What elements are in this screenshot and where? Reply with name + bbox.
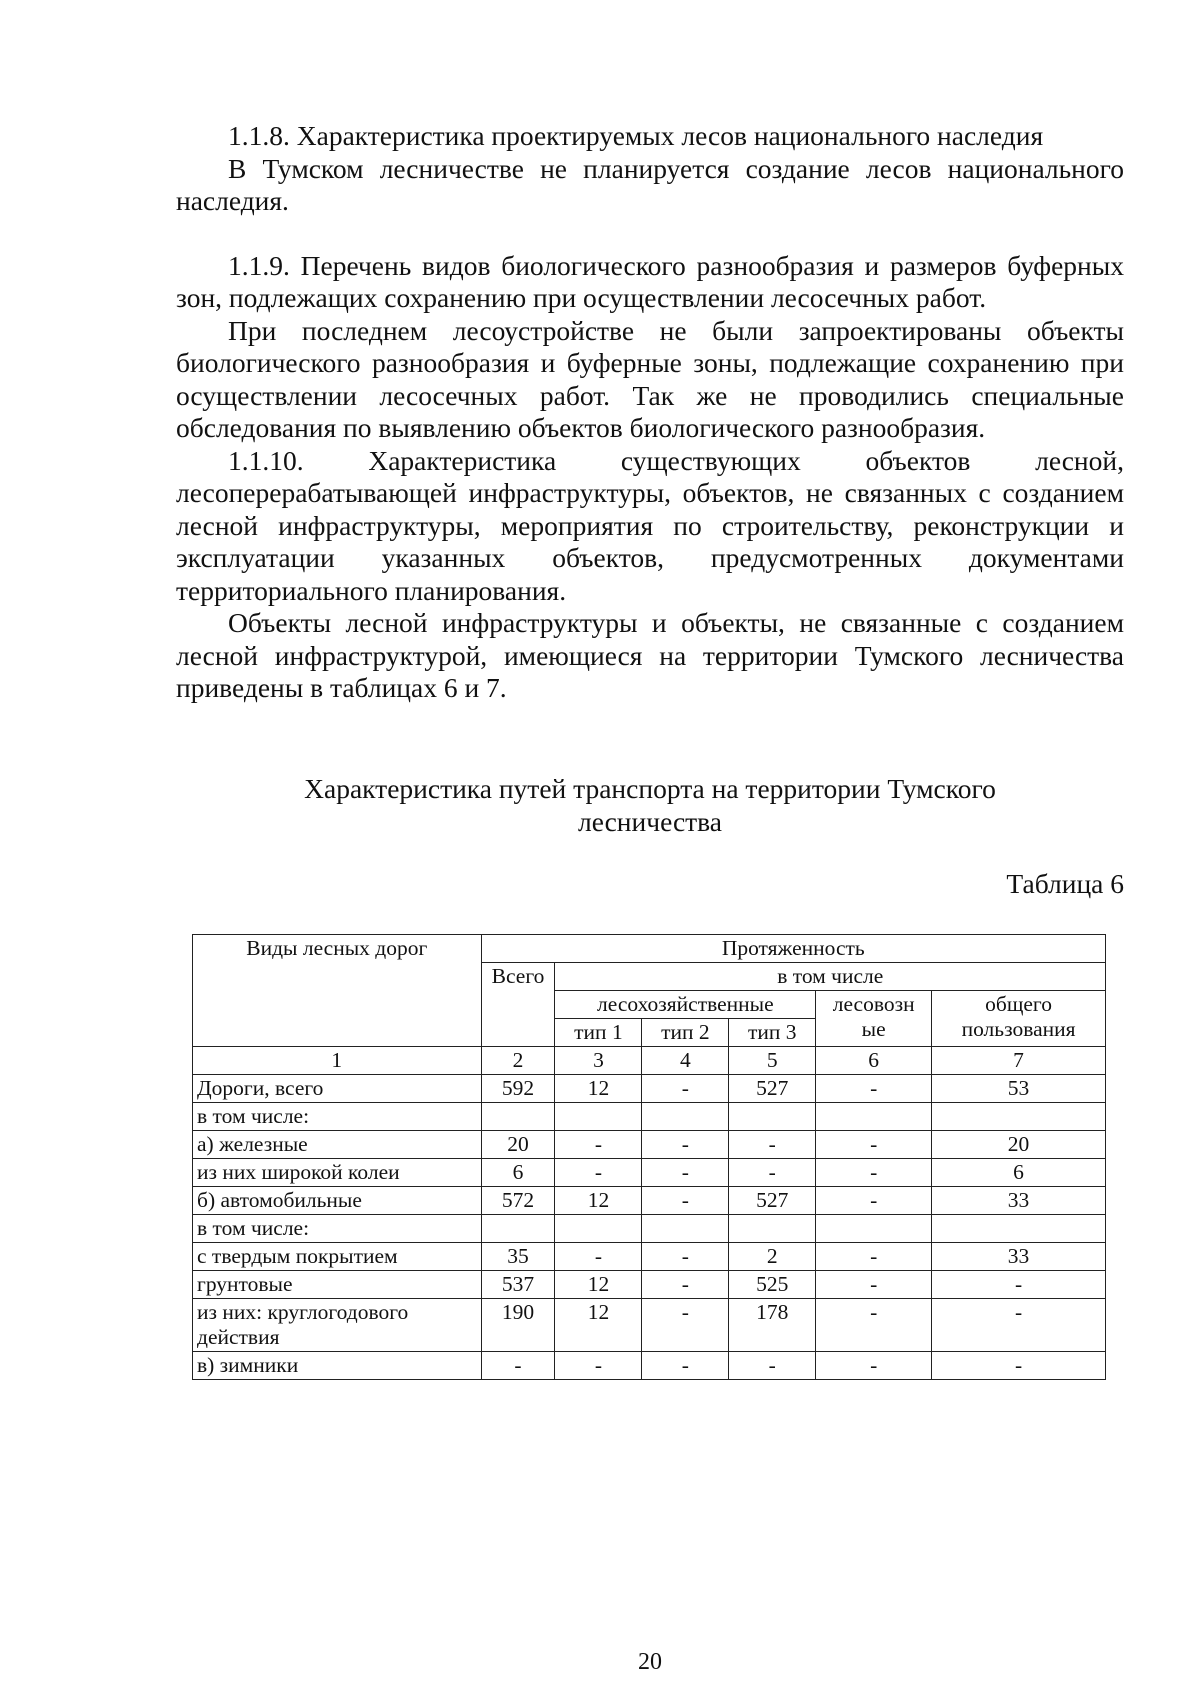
transport-routes-table <box>192 934 1106 1380</box>
table-cell: 20 <box>932 1131 1106 1159</box>
table-cell <box>729 1215 816 1243</box>
road-type-label: в том числе: <box>193 1215 482 1243</box>
table-row <box>193 1352 1106 1380</box>
table-cell: - <box>729 1159 816 1187</box>
column-number: 5 <box>729 1047 816 1075</box>
table-cell: 178 <box>729 1299 816 1352</box>
table-cell: 33 <box>932 1187 1106 1215</box>
table-cell: 592 <box>481 1075 555 1103</box>
table-cell <box>481 1103 555 1131</box>
table-cell: - <box>816 1243 932 1271</box>
table-cell: 35 <box>481 1243 555 1271</box>
heading-1-1-9: 1.1.9. Перечень видов биологического разнообразия и размеров буферных зон, подлежащих сохранению при осуществлении лесосечных работ. <box>176 249 1124 313</box>
table-row <box>193 1075 1106 1103</box>
column-number-row <box>193 1047 1106 1075</box>
table-row <box>193 1159 1106 1187</box>
road-type-label: а) железные <box>193 1131 482 1159</box>
table-row <box>193 1243 1106 1271</box>
road-type-label: с твердым покрытием <box>193 1243 482 1271</box>
table-cell: 12 <box>555 1187 642 1215</box>
header-road-types: Виды лесных дорог <box>193 935 482 1047</box>
header-forestry: лесохозяйственные <box>555 991 816 1019</box>
table-cell <box>642 1215 729 1243</box>
table-cell <box>555 1103 642 1131</box>
paragraph-biodiversity: При последнем лесоустройстве не были запроектированы объекты биологического разнообразия и буферные зоны, подлежащие сохранению при осуществлении лесосечных работ. Так же не проводились специальные обследования по выявлению объектов биологического разнообразия. <box>176 314 1124 443</box>
table-cell <box>555 1215 642 1243</box>
table-cell: 572 <box>481 1187 555 1215</box>
table-cell: - <box>816 1352 932 1380</box>
table-cell: 537 <box>481 1271 555 1299</box>
table-row <box>193 1271 1106 1299</box>
header-row-1 <box>193 935 1106 963</box>
table-row <box>193 1299 1106 1352</box>
paragraph-infrastructure: Объекты лесной инфраструктуры и объекты, не связанные с созданием лесной инфраструктурой, имеющиеся на территории Тумского лесничества приведены в таблицах 6 и 7. <box>176 607 1124 703</box>
table-cell: - <box>642 1131 729 1159</box>
table-cell: - <box>642 1243 729 1271</box>
table-row <box>193 1215 1106 1243</box>
header-including: в том числе <box>555 963 1106 991</box>
column-number: 3 <box>555 1047 642 1075</box>
caption-line-2: лесничества <box>577 806 723 837</box>
table-cell: - <box>729 1131 816 1159</box>
header-timber-line-2: ые <box>861 1017 886 1041</box>
table-cell: 527 <box>729 1187 816 1215</box>
table-cell: 6 <box>932 1159 1106 1187</box>
road-type-label: б) автомобильные <box>193 1187 482 1215</box>
table-cell <box>729 1103 816 1131</box>
header-length: Протяженность <box>481 935 1105 963</box>
table-cell: - <box>816 1159 932 1187</box>
paragraph-national-heritage: В Тумском лесничестве не планируется создание лесов национального наследия. <box>176 152 1124 216</box>
table-cell: 190 <box>481 1299 555 1352</box>
road-type-label: Дороги, всего <box>193 1075 482 1103</box>
table-caption <box>176 772 1124 838</box>
table-cell: 525 <box>729 1271 816 1299</box>
column-number: 7 <box>932 1047 1106 1075</box>
column-number: 4 <box>642 1047 729 1075</box>
table-cell: - <box>816 1131 932 1159</box>
table-body <box>193 1075 1106 1380</box>
header-timber-line-1: лесовозн <box>832 992 915 1016</box>
header-public-roads <box>932 991 1106 1047</box>
table-cell: - <box>816 1271 932 1299</box>
table-cell: 33 <box>932 1243 1106 1271</box>
heading-1-1-8: 1.1.8. Характеристика проектируемых лесов национального наследия <box>228 120 1044 151</box>
table-cell: 12 <box>555 1271 642 1299</box>
table-cell: 53 <box>932 1075 1106 1103</box>
header-public-line-1: общего <box>985 992 1052 1016</box>
table-cell <box>816 1103 932 1131</box>
road-type-label: в том числе: <box>193 1103 482 1131</box>
table-cell: 20 <box>481 1131 555 1159</box>
table-cell: 527 <box>729 1075 816 1103</box>
table-cell: - <box>932 1352 1106 1380</box>
road-type-label: из них: круглогодового действия <box>193 1299 482 1352</box>
table-cell <box>481 1215 555 1243</box>
page-number: 20 <box>638 1649 662 1675</box>
column-number: 1 <box>193 1047 482 1075</box>
table-cell: - <box>555 1352 642 1380</box>
table-cell: - <box>642 1299 729 1352</box>
table-cell: 6 <box>481 1159 555 1187</box>
heading-1-1-10: 1.1.10. Характеристика существующих объектов лесной, лесоперерабатывающей инфраструктуры, объектов, не связанных с созданием лесной инфраструктуры, мероприятия по строительству, реконструкции и эксплуатации указанных объектов, предусмотренных документами территориального планирования. <box>176 444 1124 606</box>
table-cell: - <box>932 1271 1106 1299</box>
road-type-label: в) зимники <box>193 1352 482 1380</box>
table-row <box>193 1103 1106 1131</box>
header-total: Всего <box>481 963 555 1047</box>
table-cell: - <box>555 1131 642 1159</box>
road-type-label: грунтовые <box>193 1271 482 1299</box>
table-cell <box>816 1215 932 1243</box>
column-number: 6 <box>816 1047 932 1075</box>
table-cell: - <box>816 1299 932 1352</box>
road-type-label: из них широкой колеи <box>193 1159 482 1187</box>
table-cell: - <box>642 1159 729 1187</box>
header-type-3: тип 3 <box>729 1019 816 1047</box>
caption-line-1: Характеристика путей транспорта на территории Тумского <box>304 773 996 804</box>
table-cell: - <box>729 1352 816 1380</box>
table-cell: 12 <box>555 1299 642 1352</box>
header-type-2: тип 2 <box>642 1019 729 1047</box>
table-cell: - <box>642 1187 729 1215</box>
table-cell: - <box>642 1352 729 1380</box>
table-cell: - <box>642 1075 729 1103</box>
table-cell: - <box>816 1187 932 1215</box>
table-cell: - <box>816 1075 932 1103</box>
table-row <box>193 1187 1106 1215</box>
table-cell <box>642 1103 729 1131</box>
table-cell: - <box>555 1243 642 1271</box>
header-public-line-2: пользования <box>961 1017 1076 1041</box>
table-number-label: Таблица 6 <box>1006 868 1124 899</box>
table-row <box>193 1131 1106 1159</box>
body-text <box>176 120 1124 705</box>
column-number: 2 <box>481 1047 555 1075</box>
table-cell: - <box>555 1159 642 1187</box>
header-timber-roads <box>816 991 932 1047</box>
table-cell: 2 <box>729 1243 816 1271</box>
table-cell: - <box>481 1352 555 1380</box>
table-cell: - <box>932 1299 1106 1352</box>
header-type-1: тип 1 <box>555 1019 642 1047</box>
table-cell: 12 <box>555 1075 642 1103</box>
table-cell: - <box>642 1271 729 1299</box>
table-cell <box>932 1215 1106 1243</box>
table-cell <box>932 1103 1106 1131</box>
